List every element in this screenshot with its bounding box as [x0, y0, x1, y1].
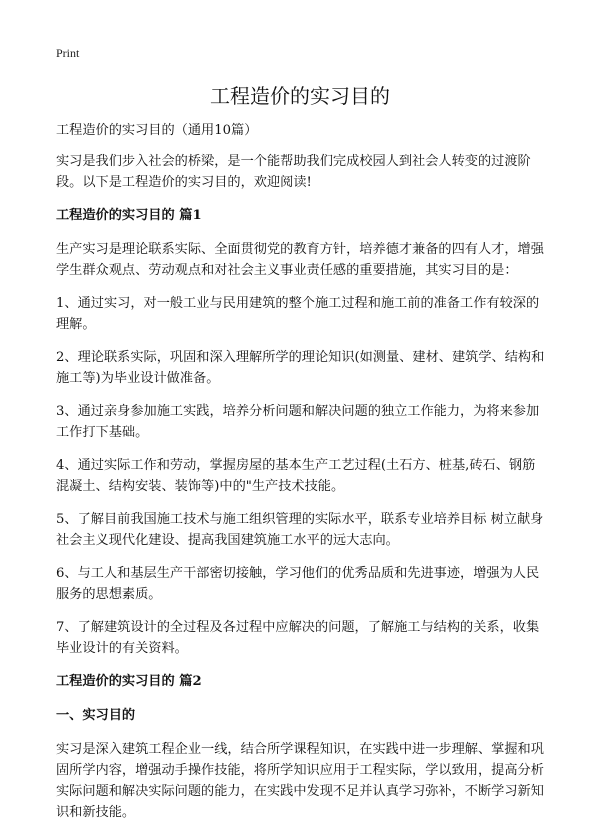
- section-1-item-1: 1、通过实习，对一般工业与民用建筑的整个施工过程和施工前的准备工作有较深的理解。: [56, 296, 540, 332]
- section-2-subheading: 一、实习目的: [56, 708, 136, 723]
- intro-paragraph: 实习是我们步入社会的桥梁，是一个能帮助我们完成校园人到社会人转变的过渡阶段。以下是工程造价的实习目的，欢迎阅读!: [56, 154, 531, 190]
- section-1-paragraph: 生产实习是理论联系实际、全面贯彻党的教育方针，培养德才兼备的四有人才，增强学生群众观点、劳动观点和对社会主义事业责任感的重要措施，其实习目的是：: [56, 242, 544, 278]
- section-1-item-4: 4、通过实际工作和劳动，掌握房屋的基本生产工艺过程(土石方、桩基,砖石、钢筋混凝土、结构安装、装饰等)中的"生产技术技能。: [56, 458, 536, 494]
- section-2-heading: 工程造价的实习目的 篇2: [56, 674, 202, 689]
- section-1-heading: 工程造价的实习目的 篇1: [56, 208, 202, 223]
- section-1-item-2: 2、理论联系实际，巩固和深入理解所学的理论知识(如测量、建材、建筑学、结构和施工等)为毕业设计做准备。: [56, 350, 545, 386]
- section-2-paragraph: 实习是深入建筑工程企业一线，结合所学课程知识，在实践中进一步理解、掌握和巩固所学内容，增强动手操作技能，将所学知识应用于工程实际，学以致用，提高分析实际问题和解决实际问题的能力，在实践中发现不足并认真学习弥补，不断学习新知识和新技能。: [56, 742, 544, 820]
- page-title: 工程造价的实习目的: [210, 84, 390, 108]
- section-1-item-3: 3、通过亲身参加施工实践，培养分析问题和解决问题的独立工作能力，为将来参加工作打下基础。: [56, 404, 540, 440]
- document-subtitle: 工程造价的实习目的（通用10篇）: [56, 123, 258, 138]
- section-1-item-7: 7、了解建筑设计的全过程及各过程中应解决的问题，了解施工与结构的关系，收集毕业设计的有关资料。: [56, 620, 540, 656]
- print-link[interactable]: Print: [56, 46, 80, 60]
- document-body: [56, 120, 548, 835]
- section-1-item-6: 6、与工人和基层生产干部密切接触，学习他们的优秀品质和先进事迹，增强为人民服务的思想素质。: [56, 566, 540, 602]
- section-1-item-5: 5、了解目前我国施工技术与施工组织管理的实际水平，联系专业培养目标 树立献身社会主义现代化建设、提高我国建筑施工水平的远大志向。: [56, 512, 544, 548]
